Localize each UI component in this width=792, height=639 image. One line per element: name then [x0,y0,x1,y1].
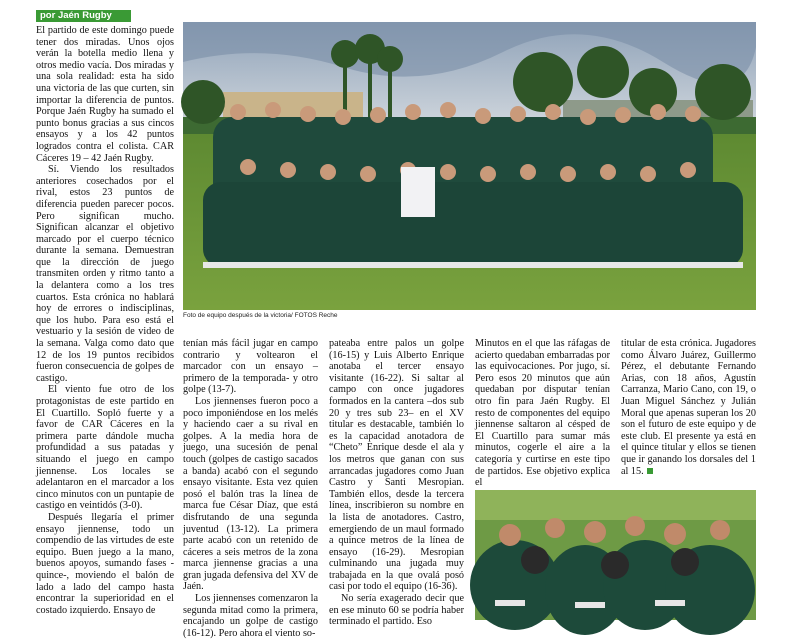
paragraph: Sí. Viendo los resultados anteriores cosechados por el rival, estos 23 puntos de diferencia pueden parecer pocos. Pero significan mucho. Significan alcanzar el objetivo marcado por el cuerpo técnico durante la semana. Demuestran que la dirección de juego transmiten orden y ritmo tanto a la delantera como a los tres cuartos. Esta crónica no hablará hoy de errores o indisciplinas, que los hubo. Para eso está el vestuario y la sesión de video de la semana. Valga como dato que 12 de los 19 puntos recibidos fueron consecuencia de golpes de castigo. [36,164,174,384]
celebration-photo [475,490,756,620]
paragraph: tenían más fácil jugar en campo contrario y voltearon el marcador con un ensayo –primero de la temporada- y otro golpe (13-7). [183,338,318,396]
paragraph: Los jiennenses comenzaron la segunda mitad como la primera, encajando un golpe de castigo (16-12). Pero ahora el viento so- [183,593,318,639]
team-photo [183,22,756,310]
paragraph: El viento fue otro de los protagonistas de este partido en El Cuartillo. Sopló fuerte y a favor de CAR Cáceres en la primera parte dándole mucha profundidad a sus patadas y situando el juego en campo jiennense. Los locales se adelantaron en el marcador a los cinco minutos con un puntapie de castigo en veintidós (3-0). [36,384,174,512]
paragraph: Minutos en el que las ráfagas de acierto quedaban embarradas por las equivocaciones. Por jugo, sí. Pero esos 20 minutos que aún quedaban por disputar tenían otro fin para Jaén Rugby. El resto de componentes del equipo jiennense saltaron al césped de El Cuartillo para sumar más minutos, cogerle el aire a la categoría y curtirse en este tipo de partidos. Ese objetivo explica el [475,338,610,489]
celebration-photo-image [475,490,756,620]
photo-caption: Foto de equipo después de la victoria/ FOTOS Reche [183,312,338,319]
team-photo-image [183,22,756,310]
article-column-1 [36,25,174,620]
article-column-5 [621,338,756,488]
paragraph: No sería exagerado decir que en ese minuto 60 se podría haber terminado el partido. Eso [329,593,464,628]
paragraph: pateaba entre palos un golpe (16-15) y Luis Alberto Enrique anotaba el tercer ensayo visitante (16-22). Si saltar al campo con once jugadores formados en la cantera –dos sub 20 y tres sub 23– en el XV titular es destacable, también lo es la capacidad anotadora de “Cheto” Enrique desde el ala y los metros que ganan con sus arrancadas jugadores como Juan Castro y Santi Mesropian. También ellos, desde la tercera línea, inscribieron su nombre en la lista de anotadores. Castro, emergiendo de un maul formado a quince metros de la línea de ensayo (16-29). Mesropian culminando una jugada muy trabajada en la que ovalá posó casi por todo el equipo (16-36). [329,338,464,593]
paragraph: Después llegaría el primer ensayo jiennense, todo un compendio de las virtudes de este equipo. Buen juego a la mano, buenos apoyos, sumando fases -quince-, moviendo el balón de lado a lado del campo hasta encontrar la superioridad en el costado izquierdo. Ensayo de [36,511,174,616]
article-column-4 [475,338,610,488]
article-column-2 [183,338,318,639]
paragraph: El partido de este domingo puede tener dos miradas. Unos ojos verán la botella medio llena y otros medio vacía. Dos miradas y una sola realidad: esta ha sido una victoria de las que curten, sin importar la diferencia de puntos. Porque Jaén Rugby ha sumado el punto bonus gracias a sus cincos ensayos y a los 42 puntos logrados contra el colista. CAR Cáceres 19 – 42 Jaén Rugby. [36,25,174,164]
paragraph: Los jiennenses fueron poco a poco imponiéndose en los melés y haciendo caer a su rival en golpes. A la media hora de juego, una sucesión de penal touch (golpes de castigo sacados a banda) acabó con el segundo ensayo visitante. Esta vez quien posó el balón tras la línea de marca fue César Díaz, que está disfrutando de una segunda juventud (13-12). La primera parte acabó con un retenido de cáceres a seis metros de la zona marca jiennense gracias a una gran jugada defensiva del XV de Jaén. [183,395,318,593]
paragraph: titular de esta crónica. Jugadores como Álvaro Juárez, Guillermo Pérez, el debutante Fernando Arias, con 18 años, Agustín Carranza, Mario Cano, con 19, o Juan Miguel Sánchez y Julián Moral que apenas superan los 20 son el futuro de este equipo y de este club. El presente ya está en el quince titular y ellos se tienen que ir ganando los dorsales del 1 al 15. [621,338,756,477]
article-column-3 [329,338,464,628]
byline: por Jaén Rugby [36,10,131,22]
end-of-article-mark [647,468,653,474]
